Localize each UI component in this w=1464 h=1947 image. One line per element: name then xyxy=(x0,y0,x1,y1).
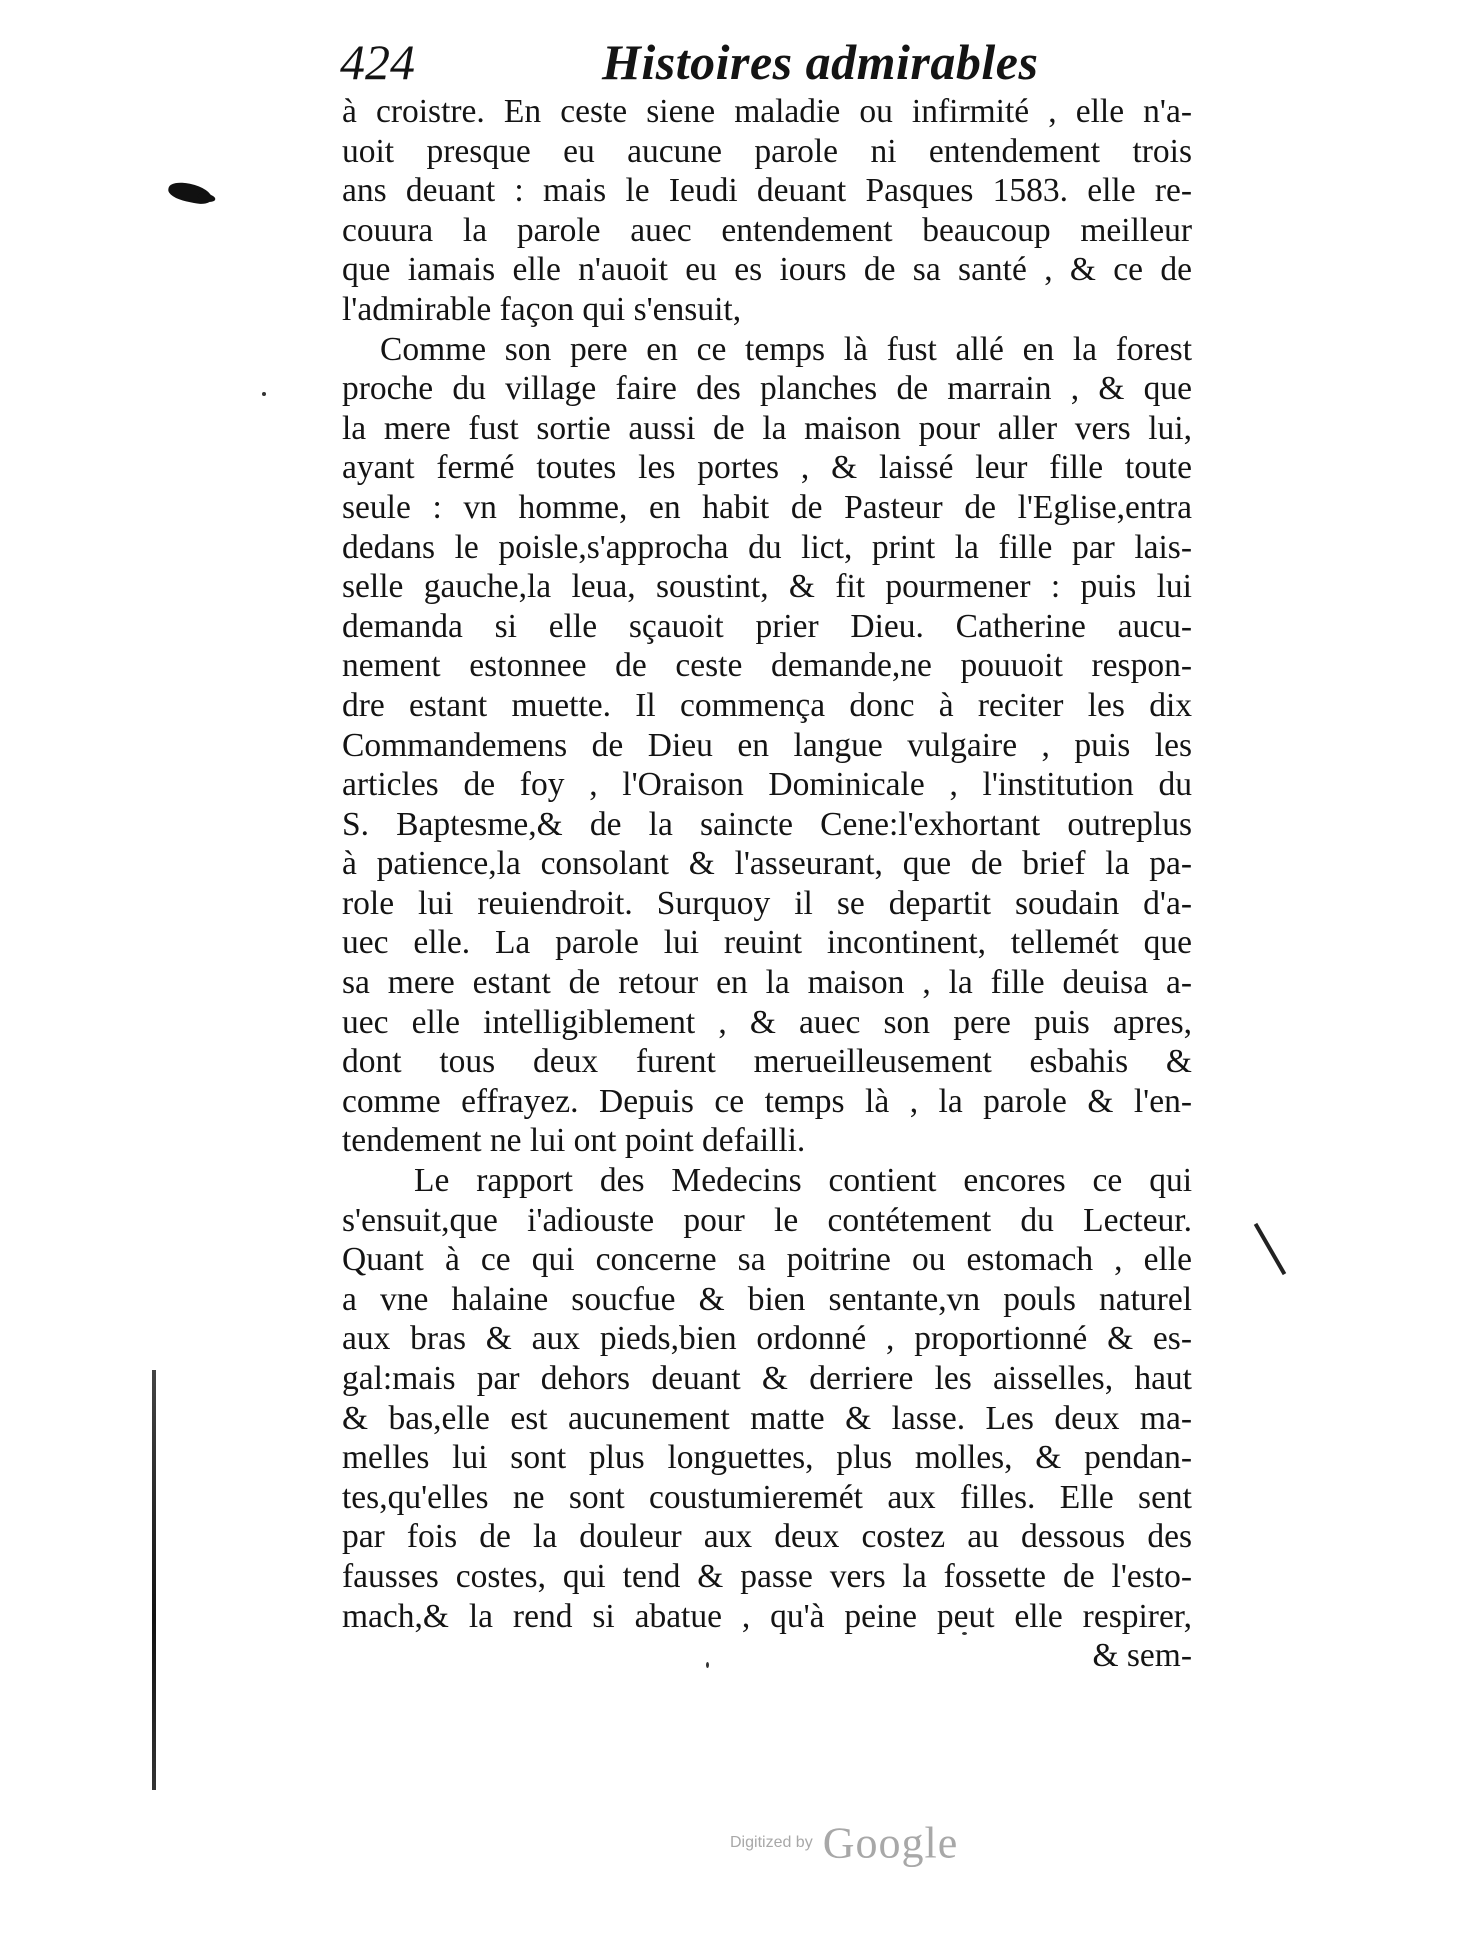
text-line: dedans le poisle,s'approcha du lict, print la fille par lais- xyxy=(342,528,1192,566)
text-line: fausses costes, qui tend & passe vers la fossette de l'esto- xyxy=(342,1557,1192,1595)
text-line: comme effrayez. Depuis ce temps là , la parole & l'en- xyxy=(342,1082,1192,1120)
ink-blot-mark xyxy=(167,180,214,207)
text-line: dre estant muette. Il commença donc à reciter les dix xyxy=(342,686,1192,724)
text-line: la mere fust sortie aussi de la maison pour aller vers lui, xyxy=(342,409,1192,447)
text-line: Quant à ce qui concerne sa poitrine ou estomach , elle xyxy=(342,1241,1192,1279)
text-line: role lui reuiendroit. Surquoy il se departit soudain d'a- xyxy=(342,884,1192,922)
text-line: & bas,elle est aucunement matte & lasse. Les deux ma- xyxy=(342,1399,1192,1437)
text-line: nement estonnee de ceste demande,ne pouuoit respon- xyxy=(342,647,1192,685)
text-line: tes,qu'elles ne sont coustumieremét aux filles. Elle sent xyxy=(342,1478,1192,1516)
text-line: gal:mais par dehors deuant & derriere les aisselles, haut xyxy=(342,1360,1192,1397)
text-line: demanda si elle sçauoit prier Dieu. Catherine aucu- xyxy=(342,607,1192,645)
paragraph-start-line: Comme son pere en ce temps là fust allé en la forest xyxy=(380,330,1192,368)
text-line: melles lui sont plus longuettes, plus molles, & pendan- xyxy=(342,1439,1192,1477)
text-line: que iamais elle n'auoit eu es iours de sa santé , & ce de xyxy=(342,251,1192,289)
paragraph-start-line: Le rapport des Medecins contient encores ce qui xyxy=(414,1162,1192,1200)
watermark-prefix: Digitized by xyxy=(730,1834,813,1852)
running-title: Histoires admirables xyxy=(602,34,1039,90)
text-line: à patience,la consolant & l'asseurant, que de brief la pa- xyxy=(342,845,1192,883)
text-line: mach,& la rend si abatue , qu'à peine peut elle respirer, xyxy=(342,1597,1192,1635)
text-line: ans deuant : mais le Ieudi deuant Pasques 1583. elle re- xyxy=(342,172,1192,210)
text-line: par fois de la douleur aux deux costez au dessous des xyxy=(342,1518,1192,1556)
text-line: aux bras & aux pieds,bien ordonné , proportionné & es- xyxy=(342,1320,1192,1358)
page-speck xyxy=(262,392,266,396)
page-edge-shadow xyxy=(152,1370,156,1790)
text-line: dont tous deux furent merueilleusement esbahis & xyxy=(342,1043,1192,1081)
text-line: proche du village faire des planches de marrain , & que xyxy=(342,370,1192,408)
text-line: tendement ne lui ont point defailli. xyxy=(342,1122,806,1160)
text-line: selle gauche,la leua, soustint, & fit pourmener : puis lui xyxy=(342,568,1192,606)
body-text xyxy=(342,92,1192,1676)
text-line: à croistre. En ceste siene maladie ou infirmité , elle n'a- xyxy=(342,93,1192,130)
text-line: articles de foy , l'Oraison Dominicale , l'institution du xyxy=(342,766,1192,804)
google-logo: Google xyxy=(822,1818,959,1868)
text-line: l'admirable façon qui s'ensuit, xyxy=(342,290,742,328)
digitized-watermark xyxy=(730,1818,958,1868)
text-line: couura la parole auec entendement beaucoup meilleur xyxy=(342,211,1192,249)
text-line: seule : vn homme, en habit de Pasteur de l'Eglise,entra xyxy=(342,488,1192,526)
text-line: uec elle intelligiblement , & auec son pere puis apres, xyxy=(342,1003,1192,1041)
running-head xyxy=(340,30,1200,94)
page-number: 424 xyxy=(340,34,415,90)
text-line: Commandemens de Dieu en langue vulgaire , puis les xyxy=(342,726,1192,764)
text-line: S. Baptesme,& de la saincte Cene:l'exhortant outreplus xyxy=(342,805,1192,843)
text-line: a vne halaine soucfue & bien sentante,vn pouls naturel xyxy=(342,1280,1192,1318)
margin-pen-mark xyxy=(1254,1223,1286,1275)
text-line: uec elle. La parole lui reuint incontinent, tellemét que xyxy=(342,924,1192,962)
text-line: s'ensuit,que i'adiouste pour le contétement du Lecteur. xyxy=(342,1201,1192,1239)
text-line: ayant fermé toutes les portes , & laissé leur fille toute xyxy=(342,449,1192,487)
text-line: uoit presque eu aucune parole ni entendement trois xyxy=(342,132,1192,170)
catchword: & sem- xyxy=(1092,1637,1192,1675)
text-line: sa mere estant de retour en la maison , la fille deuisa a- xyxy=(342,964,1192,1002)
